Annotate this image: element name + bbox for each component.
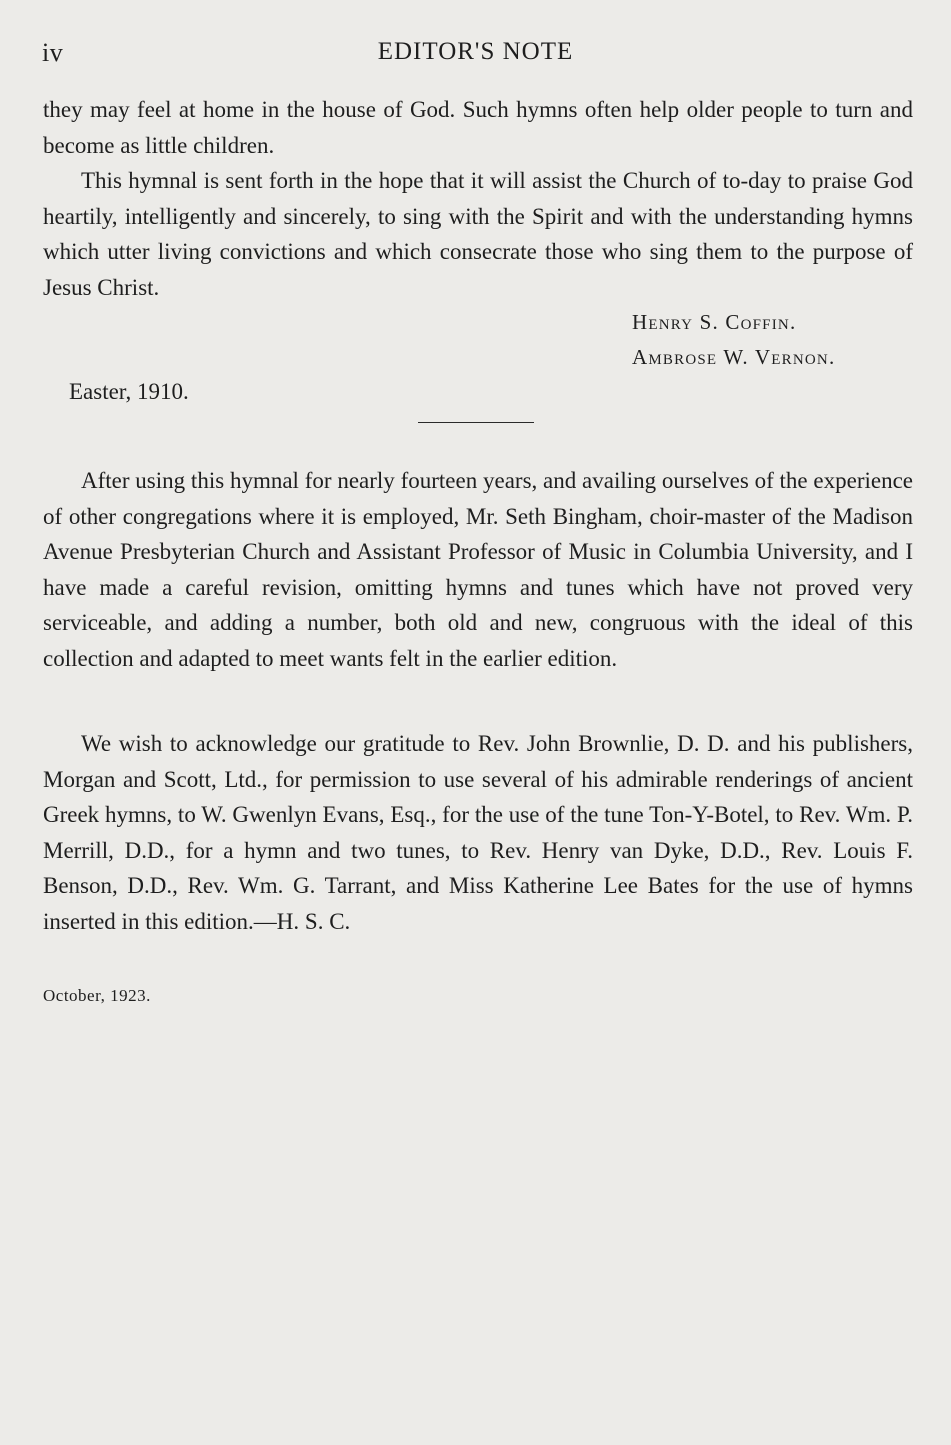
signature-henry-coffin: Henry S. Coffin. bbox=[632, 310, 797, 334]
running-head: EDITOR'S NOTE bbox=[377, 38, 574, 65]
section-divider bbox=[418, 422, 534, 423]
signature-ambrose-vernon: Ambrose W. Vernon. bbox=[632, 345, 836, 369]
date-easter-1910: Easter, 1910. bbox=[69, 379, 189, 404]
paragraph-hymnal-purpose: This hymnal is sent forth in the hope that it will assist the Church of to-day to praise God heartily, intelligently and sincerely, to sing with the Spirit and with the understanding hymns which utter living convictions and which consecrate those who sing them to the purpose of Jesus Christ. bbox=[43, 168, 913, 300]
paragraph-acknowledgements: We wish to acknowledge our gratitude to Rev. John Brownlie, D. D. and his publishers, Morgan and Scott, Ltd., for permission to use several of his admirable renderings of ancient Greek hymns, to W. Gwenlyn Evans, Esq., for the use of the tune Ton-Y-Botel, to Rev. Wm. P. Merrill, D.D., for a hymn and two tunes, to Rev. Henry van Dyke, D.D., Rev. Louis F. Benson, D.D., Rev. Wm. G. Tarrant, and Miss Katherine Lee Bates for the use of hymns inserted in this edition.—H. S. C. bbox=[43, 731, 913, 934]
paragraph-continuation: they may feel at home in the house of God. Such hymns often help older people to turn and become as little children. bbox=[43, 97, 913, 158]
page-number: iv bbox=[42, 38, 64, 67]
paragraph-revision: After using this hymnal for nearly fourteen years, and availing ourselves of the experience of other congregations where it is employed, Mr. Seth Bingham, choir-master of the Madison Avenue Presbyterian Church and Assistant Professor of Music in Columbia University, and I have made a careful revision, omitting hymns and tunes which have not proved very serviceable, and adding a number, both old and new, congruous with the ideal of this collection and adapted to meet wants felt in the earlier edition. bbox=[43, 468, 913, 671]
date-october-1923: October, 1923. bbox=[43, 986, 151, 1005]
